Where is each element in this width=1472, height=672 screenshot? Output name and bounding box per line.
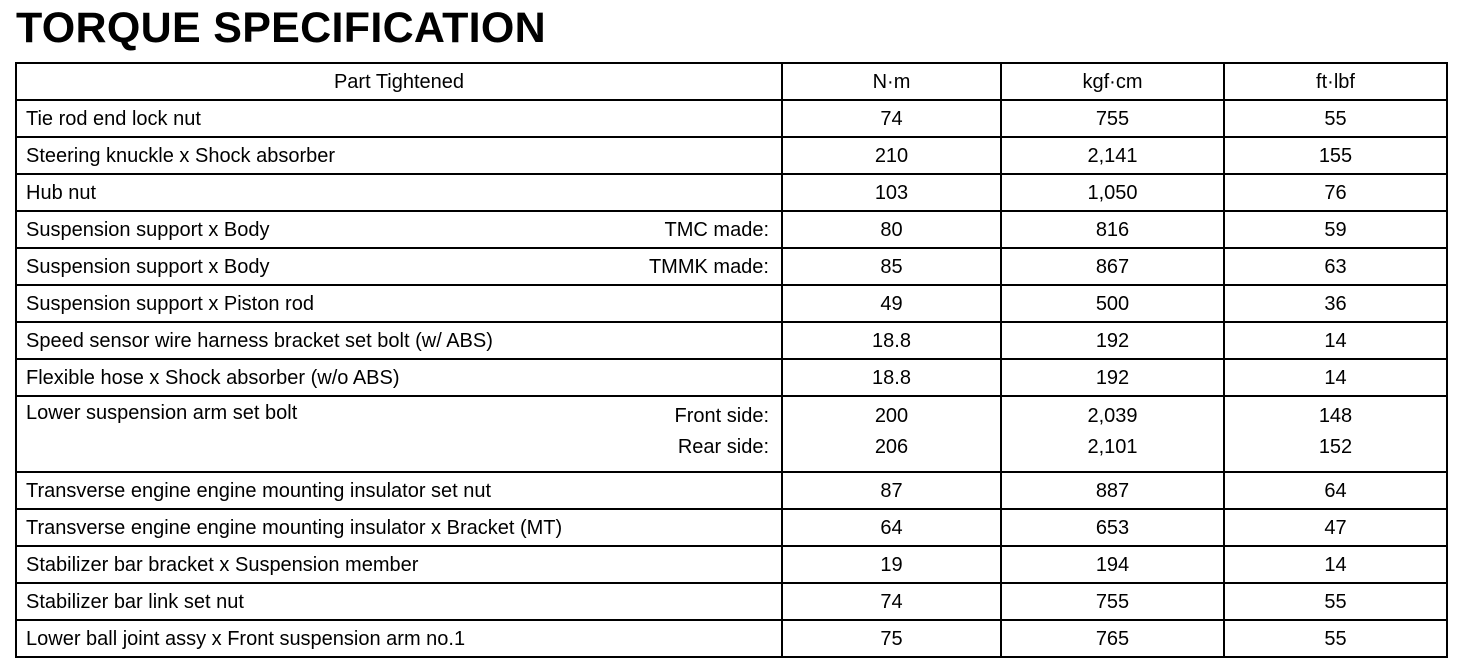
ftlbf-cell: 47 bbox=[1224, 509, 1447, 546]
part-cell bbox=[16, 137, 782, 174]
ftlbf-cell: 55 bbox=[1224, 583, 1447, 620]
kgfcm-cell: 500 bbox=[1001, 285, 1224, 322]
part-cell bbox=[16, 100, 782, 137]
table-row bbox=[16, 583, 1447, 620]
part-cell bbox=[16, 359, 782, 396]
kgfcm-cell: 765 bbox=[1001, 620, 1224, 657]
table-row bbox=[16, 322, 1447, 359]
kgfcm-cell: 1,050 bbox=[1001, 174, 1224, 211]
kgfcm-cell: 755 bbox=[1001, 100, 1224, 137]
part-name: Transverse engine engine mounting insulator x Bracket (MT) bbox=[26, 516, 563, 539]
nm-cell: 74 bbox=[782, 583, 1001, 620]
part-note: TMC made: bbox=[664, 218, 769, 241]
kgfcm-cell: 192 bbox=[1001, 322, 1224, 359]
table-row-lower-arm bbox=[16, 396, 1447, 472]
part-cell bbox=[16, 285, 782, 322]
part-cell bbox=[16, 472, 782, 509]
table-row bbox=[16, 359, 1447, 396]
part-name: Lower suspension arm set bolt bbox=[26, 402, 298, 424]
part-name: Suspension support x Body bbox=[26, 218, 270, 241]
table-row bbox=[16, 620, 1447, 657]
ftlbf-cell: 55 bbox=[1224, 620, 1447, 657]
part-name: Stabilizer bar bracket x Suspension member bbox=[26, 553, 419, 576]
part-name: Suspension support x Body bbox=[26, 255, 270, 278]
kgfcm-cell: 816 bbox=[1001, 211, 1224, 248]
part-cell bbox=[16, 509, 782, 546]
ftlbf-cell: 14 bbox=[1224, 322, 1447, 359]
nm-cell bbox=[782, 396, 1001, 472]
table-row bbox=[16, 100, 1447, 137]
ftlbf-cell: 155 bbox=[1224, 137, 1447, 174]
nm-cell: 49 bbox=[782, 285, 1001, 322]
kgfcm-cell: 653 bbox=[1001, 509, 1224, 546]
ftlbf-cell: 14 bbox=[1224, 359, 1447, 396]
part-name: Flexible hose x Shock absorber (w/o ABS) bbox=[26, 366, 400, 389]
kgfcm-cell: 755 bbox=[1001, 583, 1224, 620]
part-name: Hub nut bbox=[26, 181, 97, 204]
nm-rear: 206 bbox=[874, 436, 909, 458]
nm-cell: 18.8 bbox=[782, 359, 1001, 396]
table-row bbox=[16, 174, 1447, 211]
column-header-ftlbf: ft·lbf bbox=[1224, 63, 1447, 100]
kgfcm-cell bbox=[1001, 396, 1224, 472]
torque-spec-table bbox=[15, 62, 1448, 658]
table-row bbox=[16, 509, 1447, 546]
nm-cell: 87 bbox=[782, 472, 1001, 509]
ftlbf-cell bbox=[1224, 396, 1447, 472]
part-name: Tie rod end lock nut bbox=[26, 107, 201, 130]
part-cell bbox=[16, 248, 782, 285]
ftlbf-cell: 36 bbox=[1224, 285, 1447, 322]
ftlbf-front: 148 bbox=[1318, 405, 1353, 427]
table-row bbox=[16, 137, 1447, 174]
nm-cell: 103 bbox=[782, 174, 1001, 211]
page-title: TORQUE SPECIFICATION bbox=[16, 4, 546, 52]
header-row bbox=[16, 63, 1447, 100]
nm-cell: 75 bbox=[782, 620, 1001, 657]
part-note-front: Front side: bbox=[674, 405, 769, 427]
part-name: Stabilizer bar link set nut bbox=[26, 590, 244, 613]
column-header-kgfcm: kgf·cm bbox=[1001, 63, 1224, 100]
kgfcm-cell: 2,141 bbox=[1001, 137, 1224, 174]
part-cell bbox=[16, 396, 782, 472]
kgfcm-cell: 194 bbox=[1001, 546, 1224, 583]
part-note-rear: Rear side: bbox=[677, 436, 769, 458]
nm-cell: 18.8 bbox=[782, 322, 1001, 359]
part-cell bbox=[16, 322, 782, 359]
nm-cell: 210 bbox=[782, 137, 1001, 174]
part-name: Transverse engine engine mounting insulator set nut bbox=[26, 479, 492, 502]
ftlbf-cell: 59 bbox=[1224, 211, 1447, 248]
part-name: Speed sensor wire harness bracket set bolt (w/ ABS) bbox=[26, 329, 493, 352]
kgfcm-front: 2,039 bbox=[1087, 405, 1138, 427]
part-cell bbox=[16, 211, 782, 248]
ftlbf-cell: 63 bbox=[1224, 248, 1447, 285]
nm-cell: 74 bbox=[782, 100, 1001, 137]
nm-cell: 80 bbox=[782, 211, 1001, 248]
part-note: TMMK made: bbox=[648, 255, 769, 278]
part-note-stack bbox=[675, 401, 769, 463]
ftlbf-cell: 55 bbox=[1224, 100, 1447, 137]
nm-cell: 19 bbox=[782, 546, 1001, 583]
table-row bbox=[16, 285, 1447, 322]
table-row bbox=[16, 211, 1447, 248]
nm-cell: 85 bbox=[782, 248, 1001, 285]
ftlbf-cell: 76 bbox=[1224, 174, 1447, 211]
kgfcm-cell: 887 bbox=[1001, 472, 1224, 509]
ftlbf-cell: 14 bbox=[1224, 546, 1447, 583]
kgfcm-cell: 192 bbox=[1001, 359, 1224, 396]
table-row bbox=[16, 472, 1447, 509]
part-cell bbox=[16, 174, 782, 211]
column-header-part: Part Tightened bbox=[16, 63, 782, 100]
ftlbf-rear: 152 bbox=[1318, 436, 1353, 458]
column-header-nm: N·m bbox=[782, 63, 1001, 100]
kgfcm-cell: 867 bbox=[1001, 248, 1224, 285]
ftlbf-cell: 64 bbox=[1224, 472, 1447, 509]
part-cell bbox=[16, 620, 782, 657]
table-row bbox=[16, 248, 1447, 285]
part-cell bbox=[16, 583, 782, 620]
part-name: Steering knuckle x Shock absorber bbox=[26, 144, 336, 167]
kgfcm-rear: 2,101 bbox=[1087, 436, 1138, 458]
part-name: Lower ball joint assy x Front suspension arm no.1 bbox=[26, 627, 466, 650]
part-name: Suspension support x Piston rod bbox=[26, 292, 314, 315]
nm-front: 200 bbox=[874, 405, 909, 427]
part-cell bbox=[16, 546, 782, 583]
table-row bbox=[16, 546, 1447, 583]
nm-cell: 64 bbox=[782, 509, 1001, 546]
